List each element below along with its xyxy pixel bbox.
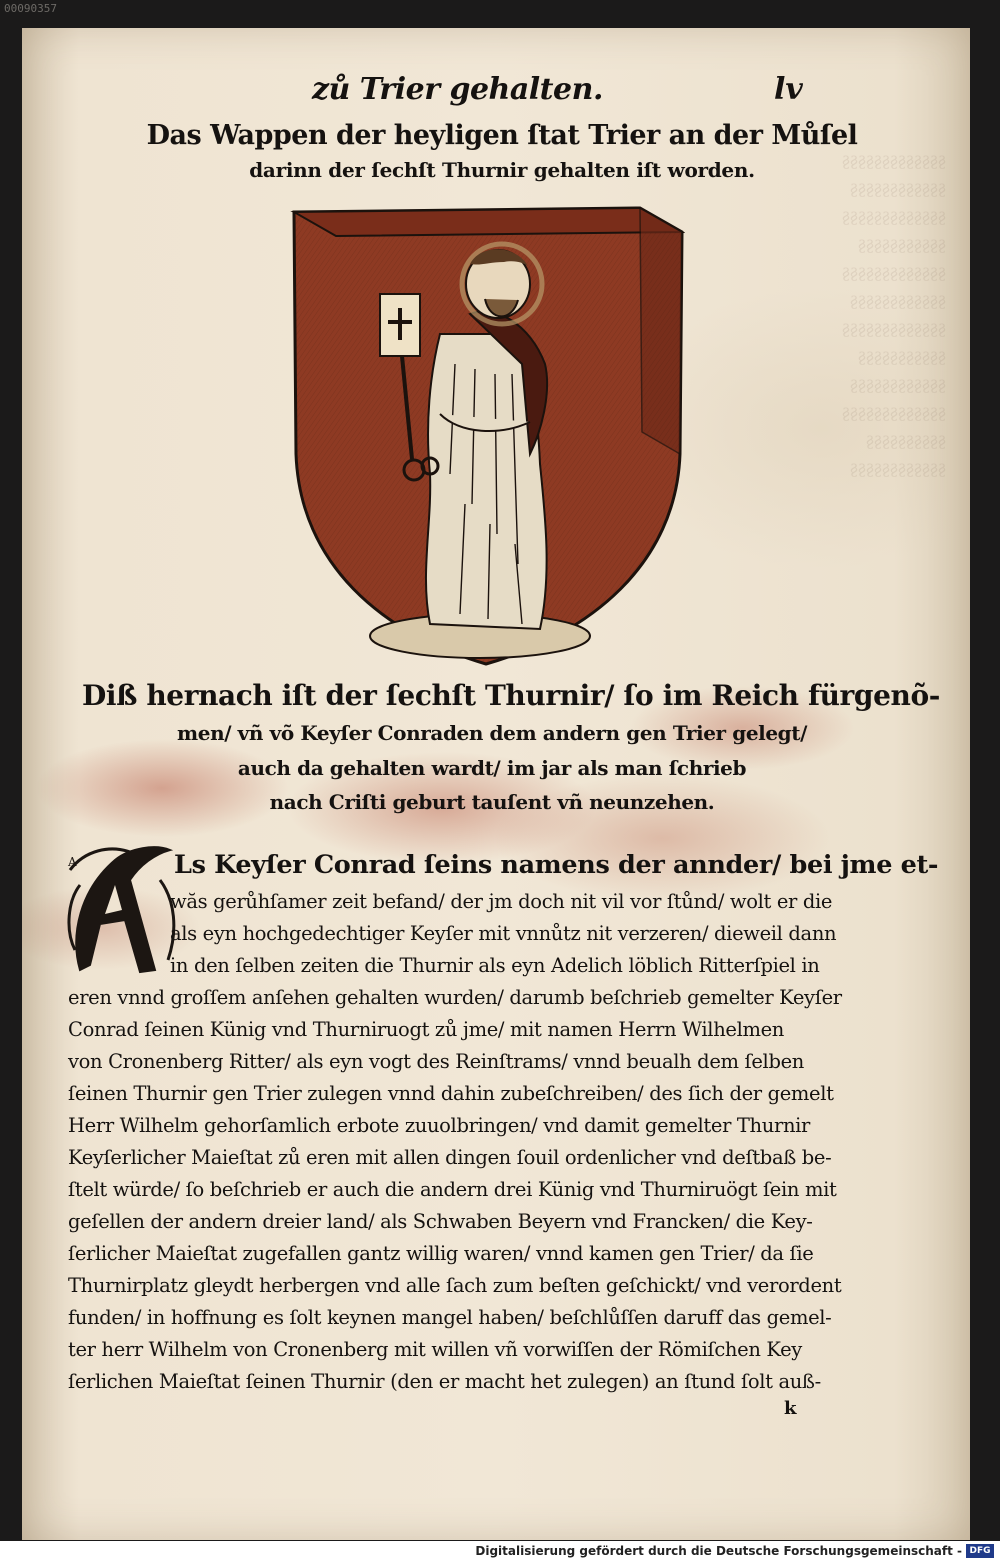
body-line: eren vnnd groſſem anſehen gehalten wurden/ darumb beſchrieb gemelter Keyſer (68, 986, 842, 1009)
footer-credit-text: Digitalisierung gefördert durch die Deutsche Forschungsgemeinschaft - (475, 1544, 962, 1558)
scan-id-label: 00090357 (4, 2, 57, 15)
body-line: funden/ in hoffnung es ſolt keynen mangel haben/ beſchlůſſen daruff das gemel- (68, 1306, 832, 1329)
catchword: k (784, 1398, 797, 1419)
body-line: ſerlicher Maieſtat zugefallen gantz willig waren/ vnnd kamen gen Trier/ da ſie (68, 1242, 814, 1265)
page-heading: Das Wappen der heyligen ſtat Trier an der Můſel (146, 120, 858, 151)
body-line: ſerlichen Maieſtat ſeinen Thurnir (den er macht het zulegen) an ſtund ſolt auß- (68, 1370, 821, 1393)
body-line: ter herr Wilhelm von Cronenberg mit willen vñ vorwiſſen der Römiſchen Key (68, 1338, 802, 1361)
running-head (22, 72, 970, 112)
body-line: ſeinen Thurnir gen Trier zulegen vnnd dahin zubeſchreiben/ des ſich der gemelt (68, 1082, 834, 1105)
body-line: Herr Wilhelm gehorſamlich erbote zuuolbringen/ vnd damit gemelter Thurnir (68, 1114, 811, 1137)
digitization-footer (0, 1541, 1000, 1562)
tournament-heading-line1: Diß hernach iſt der ſechſt Thurnir/ ſo im Reich fürgenõ- (82, 679, 940, 712)
body-line: in den ſelben zeiten die Thurnir als eyn Adelich löblich Ritterſpiel in (170, 954, 820, 977)
tournament-heading-line4: nach Criſti geburt tauſent vñ neunzehen. (269, 790, 715, 814)
body-line: wăs gerůhſamer zeit befand/ der jm doch nit vil vor ſtůnd/ wolt er die (170, 890, 833, 913)
body-line: Thurnirplatz gleydt herbergen vnd alle ſach zum beſten geſchickt/ vnd verordent (68, 1274, 842, 1297)
tournament-heading-line2: men/ vñ võ Keyſer Conraden dem andern gen Trier gelegt/ (176, 721, 807, 745)
body-line: als eyn hochgedechtiger Keyſer mit vnnůtz nit verzeren/ dieweil dann (170, 922, 837, 945)
book-page (22, 28, 970, 1540)
page-subheading: darinn der ſechſt Thurnir gehalten iſt worden. (249, 158, 755, 182)
initial-letter-text: A (68, 855, 77, 869)
tournament-heading-line3: auch da gehalten wardt/ im jar als man ſchrieb (237, 756, 747, 780)
coat-of-arms-illustration (290, 204, 685, 669)
folio-number: lv (774, 72, 803, 107)
body-line: ſtelt würde/ ſo beſchrieb er auch die andern drei Künig vnd Thurniruögt ſein mit (68, 1178, 837, 1201)
bleed-through-text: §§§§§§§§§§§§§ §§§§§§§§§§§§ §§§§§§§§§§§§§ §§§§§§§§§§§ §§§§§§§§§§§§§ §§§§§§§§§§§§ §§§§§§§§§§§§§ §§§§§§§§§§§ §§§§§§§§§§§§ §§§§§§§§§§§§§ §§§§§§§§§§ §§§§§§§§§§§§ (842, 152, 946, 479)
running-title: zů Trier gehalten. (312, 72, 603, 107)
body-line: von Cronenberg Ritter/ als eyn vogt des Reinſtrams/ vnnd beualh dem ſelben (68, 1050, 804, 1073)
body-line: Keyſerlicher Maieſtat zů eren mit allen dingen ſouil ordenlicher vnd deſtbaß be- (68, 1146, 832, 1169)
body-line: geſellen der andern dreier land/ als Schwaben Beyern vnd Francken/ die Key- (68, 1210, 813, 1233)
body-line: Ls Keyſer Conrad ſeins namens der annder/ bei jme et- (174, 850, 939, 880)
dfg-logo-icon: DFG (966, 1544, 994, 1558)
body-line: Conrad ſeinen Künig vnd Thurniruogt zů jme/ mit namen Herrn Wilhelmen (68, 1018, 785, 1041)
